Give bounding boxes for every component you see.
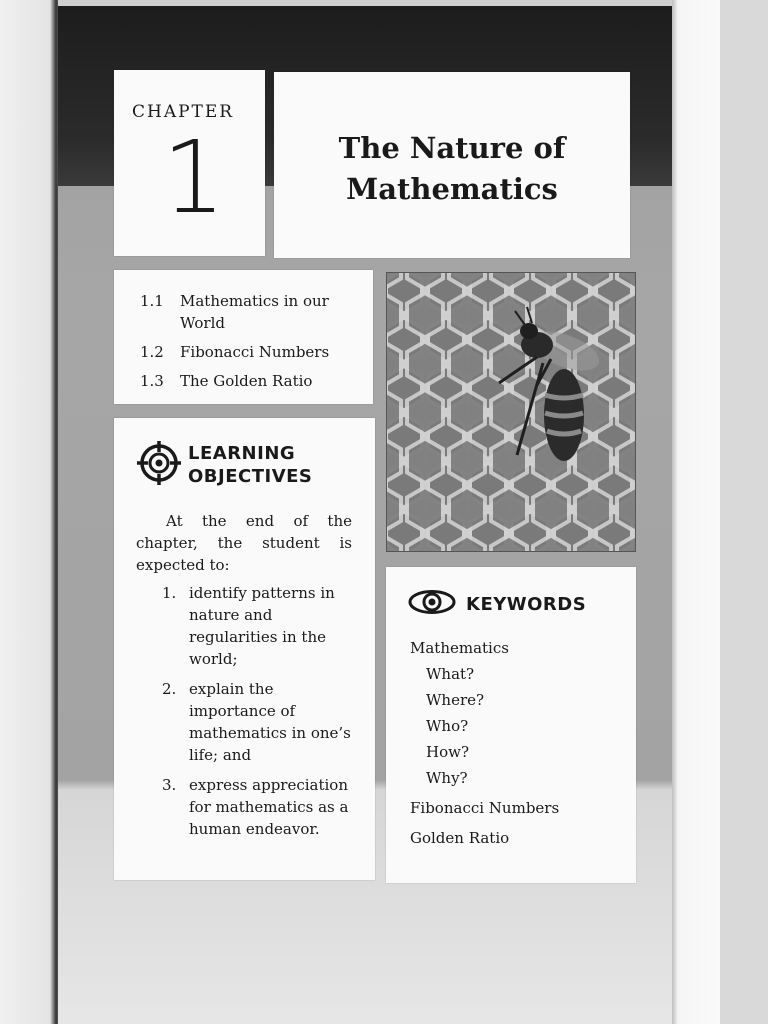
keywords-list [410, 635, 559, 851]
chapter-title-line-2: Mathematics [346, 171, 558, 206]
objectives-heading-line-2: OBJECTIVES [188, 466, 313, 487]
keyword-subitem: Who? [426, 717, 469, 735]
book-page [58, 0, 720, 1024]
toc-item [140, 290, 360, 334]
objectives-heading-line-1: LEARNING [188, 443, 296, 464]
learning-objectives-box [114, 418, 375, 880]
toc-item [140, 370, 360, 392]
keywords-heading-text: KEYWORDS [466, 593, 587, 615]
eye-icon [408, 589, 456, 619]
toc-item-number: 1.1 [140, 292, 164, 310]
toc-item-title: The Golden Ratio [180, 372, 313, 390]
keywords-box [386, 567, 636, 883]
toc-item [140, 341, 360, 363]
honeycomb-illustration [387, 273, 635, 551]
keyword-item: Mathematics [410, 639, 509, 657]
keyword-item: Fibonacci Numbers [410, 799, 560, 817]
learning-objectives-heading [136, 440, 328, 490]
page-edge [672, 0, 720, 1024]
toc-item-number: 1.3 [140, 372, 164, 390]
objective-number: 3. [162, 776, 177, 794]
toc-item-title: Fibonacci Numbers [180, 343, 330, 361]
toc-item-title: Mathematics in our World [180, 292, 329, 332]
keyword-subitem: What? [426, 665, 475, 683]
objective-item [162, 774, 362, 840]
contents-box [114, 270, 373, 404]
objective-text: explain the importance of mathematics in one’s life; and [189, 680, 351, 764]
keywords-heading [408, 589, 586, 619]
objective-item [162, 678, 362, 766]
keyword-subitem: How? [426, 743, 469, 761]
chapter-label: CHAPTER [132, 102, 235, 122]
chapter-title [274, 128, 630, 209]
objectives-list [162, 582, 362, 848]
objective-text: express appreciation for mathematics as a human endeavor. [189, 776, 349, 838]
keyword-subitem: Why? [426, 769, 468, 787]
chapter-title-line-1: The Nature of [338, 131, 566, 165]
keyword-item: Golden Ratio [410, 829, 510, 847]
target-icon [136, 440, 182, 490]
keyword-subitem: Where? [426, 691, 485, 709]
objective-number: 2. [162, 680, 177, 698]
book-spine-edge [0, 0, 58, 1024]
table-of-contents [140, 290, 360, 399]
title-box [274, 72, 630, 258]
objective-number: 1. [162, 584, 177, 602]
chapter-box [114, 70, 265, 256]
objectives-intro: At the end of the chapter, the student is expected to: [136, 512, 352, 574]
chapter-number: 1 [162, 119, 226, 236]
top-strip [58, 0, 720, 6]
toc-item-number: 1.2 [140, 343, 164, 361]
objective-text: identify patterns in nature and regularities in the world; [189, 584, 335, 668]
honeycomb-bee-photo [386, 272, 636, 552]
objective-item [162, 582, 362, 670]
